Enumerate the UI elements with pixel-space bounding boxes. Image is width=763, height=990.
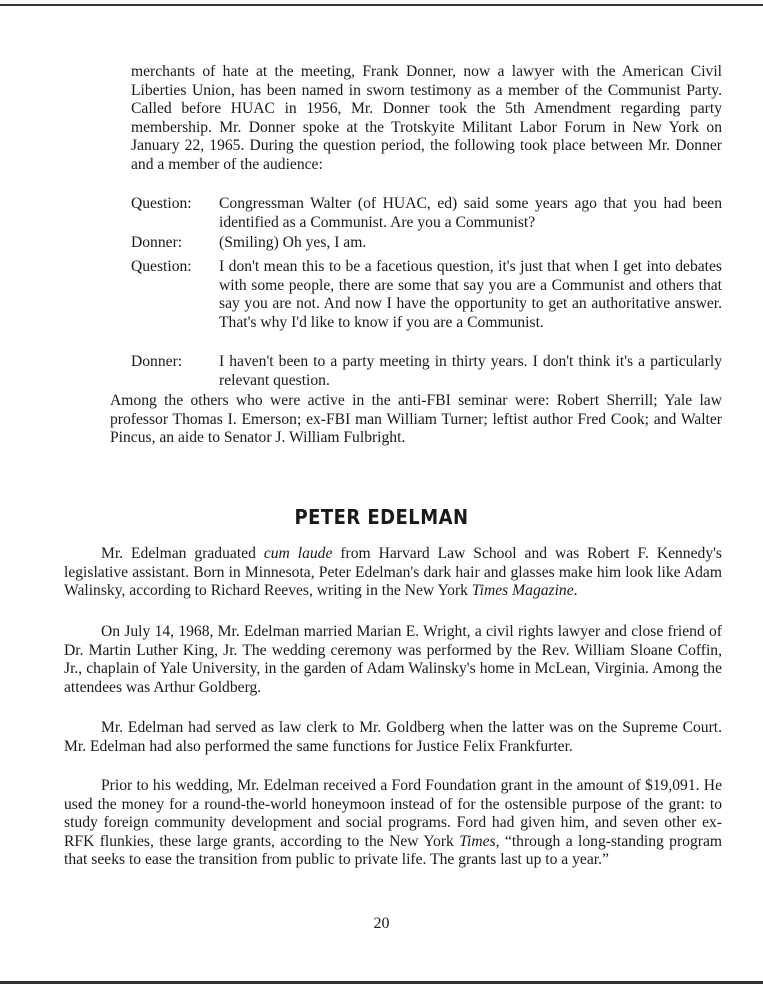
text-run: . bbox=[573, 582, 578, 600]
body-paragraph bbox=[64, 777, 722, 870]
italic-text: Times, bbox=[459, 832, 500, 850]
exchange-text: Congressman Walter (of HUAC, ed) said some years ago that you had been identified as a Communist. Are you a Communist? bbox=[219, 195, 722, 231]
intro-paragraph: merchants of hate at the meeting, Frank Donner, now a lawyer with the American Civil Liberties Union, has been named in sworn testimony as a member of the Communist Party. Called before HUAC in 1956, Mr. Donner took the 5th Amendment regarding party membership. Mr. Donner spoke at the Trotskyite Militant Labor Forum in New York on January 22, 1965. During the question period, the following took place between Mr. Donner and a member of the audience: bbox=[131, 63, 722, 173]
exchange-text: (Smiling) Oh yes, I am. bbox=[219, 234, 367, 251]
body-paragraph bbox=[64, 545, 722, 601]
speaker-label: Donner: bbox=[131, 353, 183, 370]
exchange-item bbox=[131, 353, 722, 390]
bottom-border-rule bbox=[0, 981, 763, 984]
speaker-label: Donner: bbox=[131, 234, 183, 251]
text-run: Mr. Edelman graduated bbox=[101, 545, 264, 562]
body-paragraph: On July 14, 1968, Mr. Edelman married Marian E. Wright, a civil rights lawyer and close friend of Dr. Martin Luther King, Jr. The wedding ceremony was performed by the Rev. William Sloane Coffin, Jr., chaplain of Yale University, in the garden of Adam Walinsky's home in McLean, Virginia. Among the attendees was Arthur Goldberg. bbox=[64, 623, 722, 696]
text-run: from Harvard Law School and was Robert F. Kennedy's legislative assistant. Born in Minnesota, Peter Edelman's dark hair and glasses make him look like Adam Walinsky, according to Richard Reeves, writing in the New York bbox=[64, 545, 722, 600]
exchange-item bbox=[131, 195, 722, 232]
exchange-item bbox=[131, 234, 722, 253]
speaker-label: Question: bbox=[131, 258, 192, 275]
speaker-label: Question: bbox=[131, 195, 192, 212]
italic-text: Times Magazine bbox=[471, 582, 574, 600]
exchange-text: I don't mean this to be a facetious question, it's just that when I get into debates with some people, there are some that say you are a Communist and others that say you are not. And now I have the opportunity to get an authoritative answer. That's why I'd like to know if you are a Communist. bbox=[219, 258, 722, 331]
page-number: 20 bbox=[373, 915, 390, 932]
section-heading: PETER EDELMAN bbox=[294, 505, 469, 529]
attendees-paragraph: Among the others who were active in the anti-FBI seminar were: Robert Sherrill; Yale law professor Thomas I. Emerson; ex-FBI man William Turner; leftist author Fred Cook; and Walter Pincus, an aide to Senator J. William Fulbright. bbox=[110, 392, 722, 447]
text-run: “through a long-standing program that seeks to ease the transition from public to private life. The grants last up to a year.” bbox=[64, 832, 722, 869]
exchange-item bbox=[131, 258, 722, 332]
exchange-text: I haven't been to a party meeting in thirty years. I don't think it's a particularly relevant question. bbox=[219, 353, 722, 389]
top-border-rule bbox=[0, 4, 763, 6]
body-paragraph: Mr. Edelman had served as law clerk to Mr. Goldberg when the latter was on the Supreme Court. Mr. Edelman had also performed the same functions for Justice Felix Frankfurter. bbox=[64, 719, 722, 755]
text-run: Prior to his wedding, Mr. Edelman received a Ford Foundation grant in the amount of $19,091. He used the money for a round-the-world honeymoon instead of for the ostensible purpose of the grant: to study foreign community development and social programs. Ford had given him, and seven other ex-RFK flunkies, these large grants, according to the New York bbox=[64, 777, 722, 850]
italic-text: cum laude bbox=[263, 545, 333, 562]
